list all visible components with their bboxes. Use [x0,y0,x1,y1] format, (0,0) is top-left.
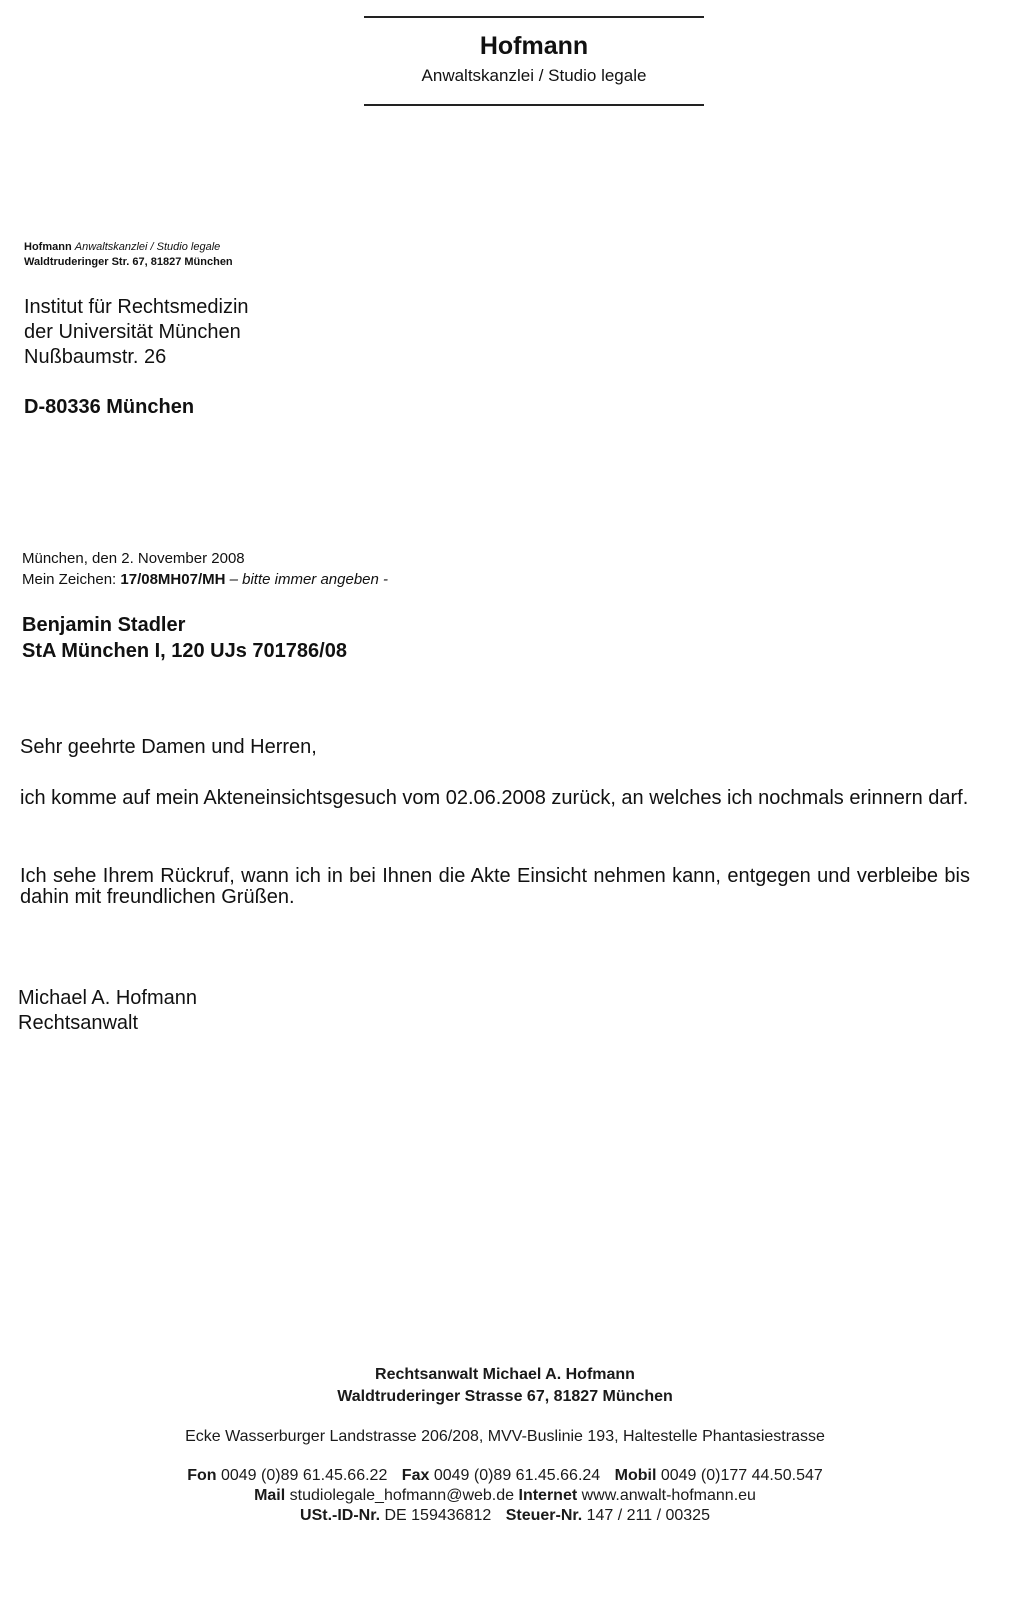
reference-label: Mein Zeichen: [22,571,121,588]
recipient-city: D-80336 München [24,396,195,418]
mail-label: Mail [254,1487,286,1504]
sender-firm: Anwaltskanzlei / Studio legale [74,241,221,253]
ust-number: DE 159436812 [384,1507,492,1524]
mail-address[interactable]: studiolegale_hofmann@web.de [289,1487,515,1504]
fon-label: Fon [187,1467,217,1484]
steuer-number: 147 / 211 / 00325 [586,1507,710,1524]
reference-line [22,569,388,590]
letterhead-name: Hofmann [479,32,589,60]
footer-contact [140,1466,870,1526]
footer-name: Rechtsanwalt Michael A. Hofmann [375,1366,635,1383]
salutation: Sehr geehrte Damen und Herren, [20,736,317,758]
signature-title: Rechtsanwalt [18,1012,139,1034]
subject-line-2: StA München I, 120 UJs 701786/08 [22,640,347,662]
recipient-line-2: der Universität München [24,321,241,343]
mobil-number: 0049 (0)177 44.50.547 [660,1467,823,1484]
letter-meta [22,548,388,590]
footer [140,1364,870,1526]
recipient-line-1: Institut für Rechtsmedizin [24,296,249,318]
footer-web-line [140,1486,870,1506]
ust-label: USt.-ID-Nr. [300,1507,381,1524]
footer-phone-line [140,1466,870,1486]
fon-number: 0049 (0)89 61.45.66.22 [220,1467,388,1484]
internet-label: Internet [518,1487,578,1504]
fax-label: Fax [401,1467,430,1484]
signature-name: Michael A. Hofmann [18,987,197,1009]
reference-note: – bitte immer angeben - [225,571,389,588]
internet-address[interactable]: www.anwalt-hofmann.eu [581,1487,756,1504]
mobil-label: Mobil [614,1467,657,1484]
reference-value: 17/08MH07/MH [120,571,226,588]
steuer-label: Steuer-Nr. [505,1507,583,1524]
subject-line-1: Benjamin Stadler [22,614,186,636]
subject [22,612,347,664]
recipient-line-3: Nußbaumstr. 26 [24,346,167,368]
letterhead-top-rule [364,16,704,18]
letterhead-subtitle: Anwaltskanzlei / Studio legale [421,66,647,85]
fax-number: 0049 (0)89 61.45.66.24 [433,1467,601,1484]
footer-directions: Ecke Wasserburger Landstrasse 206/208, MVV-Buslinie 193, Haltestelle Phantasiestrasse [185,1428,825,1445]
body-paragraph-2: Ich sehe Ihrem Rückruf, wann ich in bei Ihnen die Akte Einsicht nehmen kann, entgegen und verbleibe bis dahin mit freundlichen Grüßen. [20,865,970,908]
footer-tax-line [140,1506,870,1526]
recipient-address [24,295,249,420]
letter-date: München, den 2. November 2008 [22,550,245,567]
footer-address: Waldtruderinger Strasse 67, 81827 München [337,1388,673,1405]
sender-address: Waldtruderinger Str. 67, 81827 München [24,256,233,268]
sender-line [24,240,233,270]
body-paragraph-1: ich komme auf mein Akteneinsichtsgesuch vom 02.06.2008 zurück, an welches ich nochmals erinnern darf. [20,787,969,809]
letterhead-bottom-rule [364,104,704,106]
signature-block [18,986,197,1036]
sender-name: Hofmann [24,241,72,253]
